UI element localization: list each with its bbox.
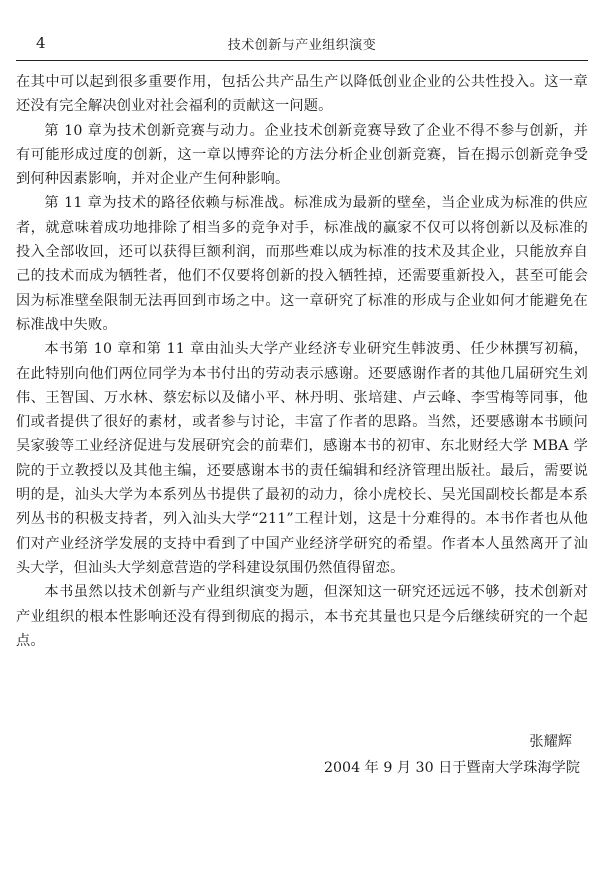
book-title: 技术创新与产业组织演变 [227,38,377,53]
author-signature: 张耀辉 [529,734,572,750]
paragraph-chapter-11: 第 11 章为技术的路径依赖与标准战。标准成为最新的壁垒，当企业成为标准的供应者，就意味着成功地排除了相当多的竞争对手，标准战的赢家不仅可以将创新以及标准的投入全部收回，还可以获得巨额利润，而那些难以成为标准的技术及其企业，只能放弃自己的技术而成为牺牲者，他们不仅要将创新的投入牺牲掉，还需要重新投入，甚至可能会因为标准壁垒限制无法再回到市场之中。这一章研究了标准的形成与企业如何才能避免在标准战中失败。 [16,195,588,333]
body-text [16,70,588,653]
paragraph-chapter-10: 第 10 章为技术创新竞赛与动力。企业技术创新竞赛导致了企业不得不参与创新，并有可能形成过度的创新，这一章以博弈论的方法分析企业创新竞赛，旨在揭示创新竞争受到何种因素影响，并对企业产生何种影响。 [16,122,588,188]
page-number: 4 [36,34,46,52]
paragraph-continuation: 在其中可以起到很多重要作用，包括公共产品生产以降低创业企业的公共性投入。这一章还没有完全解决创业对社会福利的贡献这一问题。 [16,74,588,115]
date-place-line: 2004 年 9 月 30 日于暨南大学珠海学院 [324,760,580,776]
paragraph-acknowledgements: 本书第 10 章和第 11 章由汕头大学产业经济专业研究生韩波勇、任少林撰写初稿，在此特别向他们两位同学为本书付出的劳动表示感谢。还要感谢作者的其他几届研究生刘伟、王智国、万水林、蔡宏标以及储小平、林丹明、张培建、卢云峰、李雪梅等同事，他们或者提供了很好的素材，或者参与讨论，丰富了作者的思路。当然，还要感谢本书顾问吴家骏等工业经济促进与发展研究会的前辈们，感谢本书的初审、东北财经大学 MBA 学院的于立教授以及其他主编，还要感谢本书的责任编辑和经济管理出版社。最后，需要说明的是，汕头大学为本系列丛书提供了最初的动力，徐小虎校长、吴光国副校长都是本系列丛书的积极支持者，列入汕头大学“211”工程计划，这是十分难得的。本书作者也从他们对产业经济学发展的支持中看到了中国产业经济学研究的希望。作者本人虽然离开了汕头大学，但汕头大学刻意营造的学科建设氛围仍然值得留恋。 [16,341,588,576]
running-header [16,26,588,61]
paragraph-closing: 本书虽然以技术创新与产业组织演变为题，但深知这一研究还远远不够，技术创新对产业组织的根本性影响还没有得到彻底的揭示，本书充其量也只是今后继续研究的一个起点。 [16,584,588,649]
